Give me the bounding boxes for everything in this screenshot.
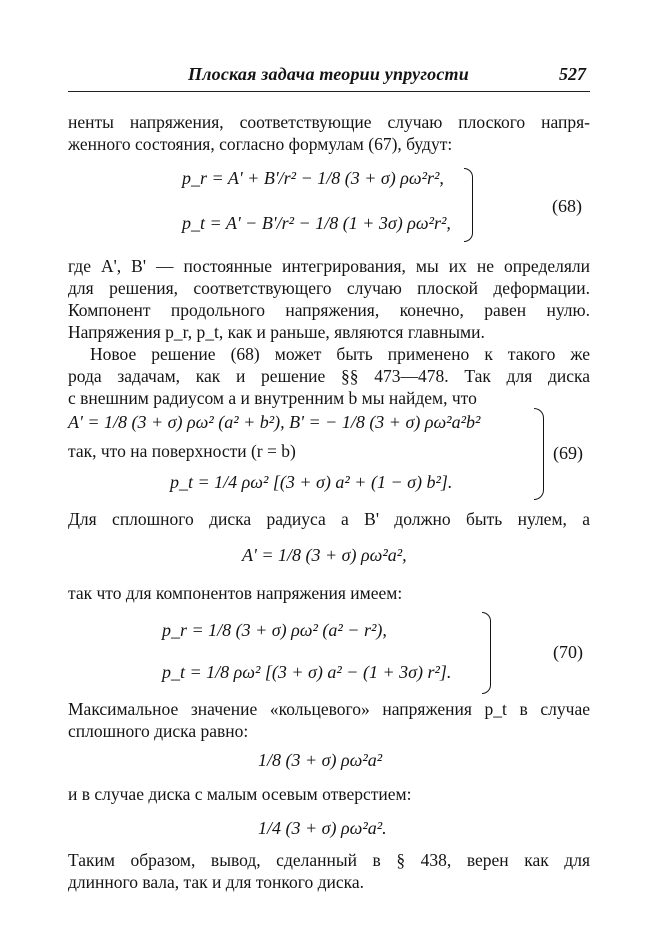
header-rule xyxy=(68,91,590,92)
text-line: Таким образом, вывод, сделанный в § 438, верен как для xyxy=(68,850,590,870)
text-line: длинного вала, так и для тонкого диска. xyxy=(68,872,365,892)
equation-a-prime: A' = 1/8 (3 + σ) ρω²a², xyxy=(242,545,407,565)
paragraph-5 xyxy=(68,582,590,604)
brace-69 xyxy=(534,408,544,500)
text-line: Максимальное значение «кольцевого» напряжения p_t в случае xyxy=(68,699,590,719)
paragraph-6 xyxy=(68,698,590,742)
header-title: Плоская задача теории упругости xyxy=(188,64,469,84)
text-line: где A', B' — постоянные интегрирования, мы их не определяли xyxy=(68,256,590,276)
equation-70-line-1: p_r = 1/8 (3 + σ) ρω² (a² − r²), xyxy=(162,620,387,640)
equation-69-line-3: p_t = 1/4 ρω² [(3 + σ) a² + (1 − σ) b²]. xyxy=(170,472,453,492)
equation-number-70: (70) xyxy=(553,642,583,662)
paragraph-3 xyxy=(68,343,590,409)
equation-number-68: (68) xyxy=(552,196,582,216)
brace-68 xyxy=(464,168,473,242)
text-line: так что для компонентов напряжения имеем: xyxy=(68,583,403,603)
text-line: рода задачам, как и решение §§ 473—478. Так для диска xyxy=(68,366,590,386)
running-header xyxy=(68,60,590,90)
equation-69-line-2: так, что на поверхности (r = b) xyxy=(68,441,296,461)
page-number: 527 xyxy=(559,64,586,84)
paragraph-1 xyxy=(68,111,590,155)
text-line: с внешним радиусом a и внутренним b мы найдем, что xyxy=(68,388,477,408)
brace-70 xyxy=(482,612,491,694)
paragraph-2 xyxy=(68,255,590,343)
text-line: Компонент продольного напряжения, конечно, равен нулю. xyxy=(68,300,590,320)
text-line: Для сплошного диска радиуса a B' должно быть нулем, а xyxy=(68,509,590,529)
equation-68-line-1: p_r = A' + B'/r² − 1/8 (3 + σ) ρω²r², xyxy=(182,168,444,188)
equation-69-line-1: A' = 1/8 (3 + σ) ρω² (a² + b²), B' = − 1/8 (3 + σ) ρω²a²b² xyxy=(68,412,481,432)
text-line: для решения, соответствующего случаю плоской деформации. xyxy=(68,278,590,298)
equation-68-line-2: p_t = A' − B'/r² − 1/8 (1 + 3σ) ρω²r², xyxy=(182,213,451,233)
paragraph-7 xyxy=(68,783,590,805)
text-line: женного состояния, согласно формулам (67), будут: xyxy=(68,134,453,154)
equation-number-69: (69) xyxy=(553,443,583,463)
paragraph-4 xyxy=(68,508,590,530)
paragraph-8 xyxy=(68,849,590,893)
equation-max-hole: 1/4 (3 + σ) ρω²a². xyxy=(258,818,387,838)
text-line: Новое решение (68) может быть применено к такого же xyxy=(90,344,590,364)
text-line: ненты напряжения, соответствующие случаю плоского напря- xyxy=(68,112,590,132)
text-line: сплошного диска равно: xyxy=(68,721,249,741)
equation-70-line-2: p_t = 1/8 ρω² [(3 + σ) a² − (1 + 3σ) r²]. xyxy=(162,662,452,682)
text-line: и в случае диска с малым осевым отверстием: xyxy=(68,784,412,804)
equation-max-solid: 1/8 (3 + σ) ρω²a² xyxy=(258,750,383,770)
text-line: Напряжения p_r, p_t, как и раньше, являются главными. xyxy=(68,322,485,342)
